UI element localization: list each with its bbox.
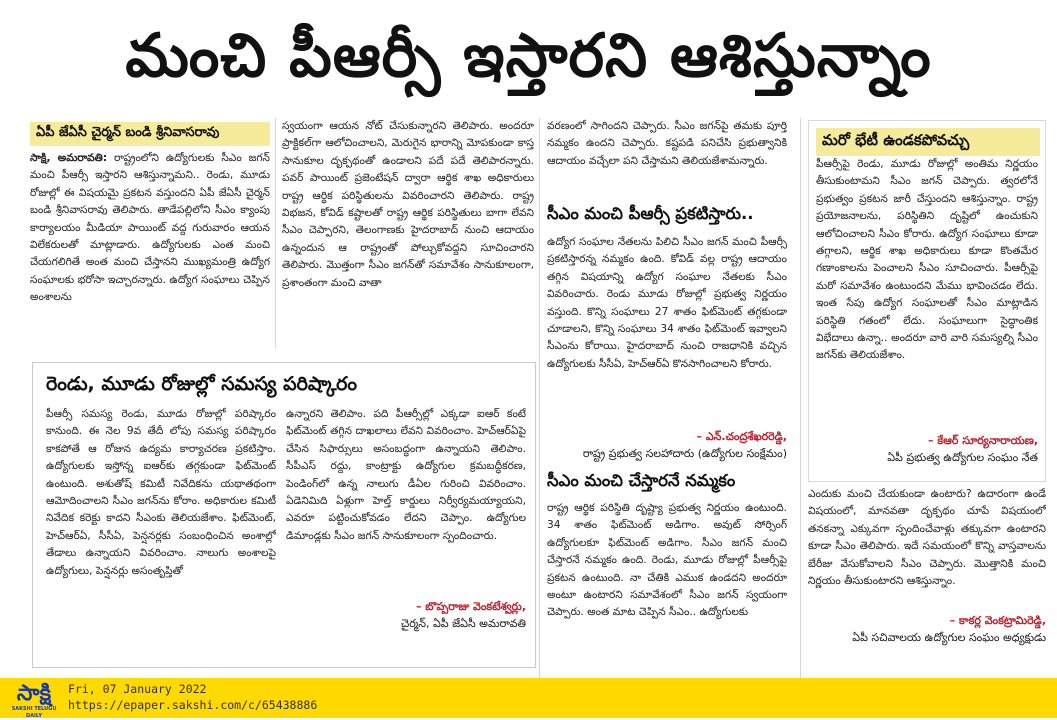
article-text: పీఆర్సీ సమస్య రెండు, మూడు రోజుల్లో పరిష్కారం కానుంది. ఈ నెల 9వ తేదీ లోపు సమస్య పరిష్కారం కాకపోతే ఆ రోజున ఉద్యమ కార్యాచరణ ప్రకటిస్తాం. ఉద్యోగులకు ఇస్తోన్న ఐఆర్‌కు తగ్గకుండా ఫిట్‌మెంట్ ఉంటుంది. అశుతోష్ కమిటీ నివేదికను యథాతథంగా ఆమోదించాలని సీఎం జగన్‌ను కోరాం. అధికారుల కమిటీ నివేదిక కరెక్టు కాదని సీఎంకు తెలియజేశాం. ఫిట్‌మెంట్, హెచ్ఆర్ఏ, సీసీఏ, పెన్షనర్లకు సంబంధించిన అంశాల్లో తేడాలు ఉన్నాయని వివరించాం. నాలుగు అంశాలపై ఉద్యోగులు, పెన్షనర్లు అసంతృప్తితో <box>46 408 276 577</box>
subheading: సీఎం మంచి చేస్తారనే నమ్మకం <box>547 471 736 490</box>
signature-role: చైర్మన్, ఏపీ జేఏసీ అమరావతి <box>400 617 526 630</box>
signature <box>808 612 1046 646</box>
signature-name: – కేఆర్ సూర్యనారాయణ, <box>928 434 1038 447</box>
article-column-3-top <box>547 118 787 190</box>
column-divider <box>539 118 540 678</box>
dateline: సాక్షి, అమరావతి: <box>30 152 108 164</box>
signature-name: – ఎన్.చంద్రశేఖరరెడ్డి, <box>696 430 787 443</box>
edition-url[interactable]: https://epaper.sakshi.com/c/65438886 <box>68 698 318 712</box>
article-column-1 <box>30 150 270 350</box>
edition-meta <box>68 681 317 713</box>
sakshi-logo[interactable] <box>4 681 64 719</box>
article-text: స్వయంగా ఆయన నోట్ చేసుకున్నారని తెలిపారు. అందరూ ప్రాక్టికల్‌గా ఆలోచించాలని, మెరుగైన భారాన్ని మోపకుండా కాస్త సానుకూల దృక్పథంతో ఉండాలని పదే పదే తెలిపారన్నారు. పవర్ పాయింట్ ప్రజెంటేషన్ ద్వారా ఆర్థిక శాఖ అధికారులు రాష్ట్ర ఆర్థిక పరిస్థితులను వివరించారని తెలిపారు. రాష్ట్ర విభజన, కోవిడ్ కష్టాలతో రాష్ట్ర ఆర్థిక పరిస్థితులు బాగా లేవని సీఎం చెప్పారని, తెలంగాణకు హైదరాబాద్ నుంచి ఆదాయం ఉన్నందున ఆ రాష్ట్రంతో పోల్చుకోవద్దని సూచించారని తెలిపారు. మొత్తంగా సీఎం జగన్‌తో సమావేశం సానుకూలంగా, ప్రశాంతంగా మంచి వాతా <box>282 120 534 289</box>
logo-subtext: SAKSHI TELUGU DAILY <box>11 706 57 719</box>
box-text-left <box>46 406 276 656</box>
edition-date: Fri, 07 January 2022 <box>68 682 207 696</box>
article-text: వరణంలో సాగిందని చెప్పారు. సీఎం జగన్‌పై తమకు పూర్తి నమ్మకం ఉందని చెప్పారు. కష్టపడి పనిచేసి ప్రభుత్వానికి ఆదాయం వచ్చేలా పని చేస్తామని తెలియజేశామన్నారు. <box>547 120 787 167</box>
byline-tag: ఏపీ జేఏసీ చైర్మన్ బండి శ్రీనివాసరావు <box>30 122 270 146</box>
column-divider <box>275 118 276 348</box>
article-column-3-bottom <box>547 500 787 660</box>
subheading: సీఎం మంచి పీఆర్సీ ప్రకటిస్తారు.. <box>547 204 754 223</box>
article-text: రాష్ట్ర ఆర్థిక పరిస్థితి దృష్ట్యా ప్రభుత్వ నిర్ణయం ఉంటుంది. 34 శాతం ఫిట్‌మెంట్ అడిగాం. అవుట్ సోర్సింగ్ ఉద్యోగులకూ ఫిట్‌మెంట్ అడిగాం. సీఎం జగన్ మంచి చేస్తారనే నమ్మకం ఉంది. రెండు, మూడు రోజుల్లో పీఆర్సీపై ప్రకటన ఉంటుంది. నా చేతికి ఎముక ఉండదని అందరూ అంటూ ఉంటారని సమావేశంలో సీఎం జగన్ స్వయంగా చెప్పారు. అంత మాట చెప్పిన సీఎం.. ఉద్యోగులకు <box>547 502 787 619</box>
quote-box-text <box>816 156 1038 420</box>
article-column-4 <box>808 486 1046 610</box>
article-text: ఉన్నారని తెలిపాం. పది పీఆర్సీల్లో ఎక్కడా ఐఆర్ కంటే ఫిట్‌మెంట్ తగ్గిన దాఖలాలు లేవని వివరించాం. హెచ్ఆర్ఏపై చేసిన సిఫార్సులు అసంబద్ధంగా ఉన్నాయని తెలిపాం. సీపీఎస్ రద్దు, కాంట్రాక్టు ఉద్యోగుల క్రమబద్ధీకరణ, పెండింగ్‌లో ఉన్న నాలుగు డీఏల గురించి వివరించాం. ఏడెనిమిది ఏళ్లుగా హెల్త్ కార్డులు నిర్వీర్యమయ్యాయని, ఎవరూ పట్టించుకోవడం లేదని చెప్పాం. ఉద్యోగుల డిమాండ్లకు సీఎం జగన్ సానుకూలంగా స్పందించారు. <box>286 408 526 542</box>
box-title: రెండు, మూడు రోజుల్లో సమస్య పరిష్కారం <box>46 373 357 395</box>
box-title: మరో భేటీ ఉండకపోవచ్చు <box>816 128 1040 156</box>
box-text-right <box>286 406 526 596</box>
box-signature <box>816 432 1038 466</box>
headline: మంచి పీఆర్సీ ఇస్తారని ఆశిస్తున్నాం <box>125 21 932 91</box>
logo-mark: సాక్షి <box>16 681 52 706</box>
article-text: ఎందుకు మంచి చేయకుండా ఉంటారు? ఉదారంగా ఉండే విషయంలో, మానవతా దృక్పథం చూపే విషయంలో తనకన్నా ఎక్కువగా స్పందించేవాళ్లు తక్కువగా ఉంటారని కూడా సీఎం తెలిపారు. ఇదే సమయంలో కొన్ని వాస్తవాలను బేరీజు వేసుకోవాలని సీఎం చెప్పారు. మొత్తానికి మంచి నిర్ణయం తీసుకుంటారని ఆశిస్తున్నాం. <box>808 488 1046 588</box>
article-column-3-mid <box>547 234 787 412</box>
signature-role: ఏపీ ప్రభుత్వ ఉద్యోగుల సంఘం నేత <box>887 451 1038 464</box>
article-column-2 <box>282 118 534 350</box>
article-text: ఉద్యోగ సంఘాల నేతలను పిలిచి సీఎం జగన్ మంచి పీఆర్సీ ప్రకటిస్తారన్న నమ్మకం ఉంది. కోవిడ్ వల్ల రాష్ట్ర ఆదాయం తగ్గిన విషయాన్ని ఉద్యోగ సంఘాల నేతలకు సీఎం వివరించారు. రెండు మూడు రోజుల్లో ప్రభుత్వ నిర్ణయం వస్తుంది. కొన్ని సంఘాలు 27 శాతం ఫిట్‌మెంట్ తగ్గకుండా చూడాలని, కొన్ని సంఘాలు 34 శాతం ఫిట్‌మెంట్ ఇవ్వాలని సీఎంను కోరాయి. హైదరాబాద్ నుంచి రాజధానికి వచ్చిన ఉద్యోగులకు సీసీఏ, హెచ్ఆర్ఏ కొనసాగించాలని కోరారు. <box>547 236 787 370</box>
signature <box>547 428 787 462</box>
article-text: రాష్ట్రంలోని ఉద్యోగులకు సీఎం జగన్ మంచి పీఆర్సీ ఇస్తారని ఆశిస్తున్నామని.. రెండు, మూడు రోజుల్లో ఈ విషయమై ప్రకటన వస్తుందని ఏపీ జేఏసీ చైర్మన్ బండి శ్రీనివాసరావు తెలిపారు. తాడేపల్లిలోని సీఎం క్యాంపు కార్యాలయం మీడియా పాయింట్ వద్ద గురువారం ఆయన విలేకరులతో మాట్లాడారు. ఉద్యోగులకు ఎంత మంచి చేయగలిగితే అంత మంచి చేస్తానని ముఖ్యమంత్రి ఉద్యోగ సంఘాలకు భరోసా ఇచ్చారన్నారు. ఉద్యోగ సంఘాలు చెప్పిన అంశాలను <box>30 152 270 304</box>
column-divider <box>800 118 801 678</box>
signature-role: ఏపీ సచివాలయ ఉద్యోగుల సంఘం అధ్యక్షుడు <box>852 631 1046 644</box>
signature-role: రాష్ట్ర ప్రభుత్వ సలహాదారు (ఉద్యోగుల సంక్షేమం) <box>582 447 787 460</box>
article-text: పీఆర్సీపై రెండు, మూడు రోజుల్లో అంతిమ నిర్ణయం తీసుకుంటామని సీఎం జగన్ చెప్పారు. త్వరలోనే ప్రభుత్వం ప్రకటన జారీ చేస్తుందని ఆశిస్తున్నాం. రాష్ట్ర ప్రయోజనాలను, పరిస్థితిని దృష్టిలో ఉంచుకుని ఆలోచించాలని సీఎం కోరారు. ఉద్యోగ సంఘాలు కూడా తగ్గాలని, ఆర్థిక శాఖ అధికారులు కూడా కొంతమేర గణాంకాలను పెంచాలని సీఎం సూచించారు. పీఆర్సీపై మరో సమావేశం ఉంటుందని మేము భావించడం లేదు. ఇంత సేపు ఉద్యోగ సంఘాలతో సీఎం మాట్లాడిన పరిస్థితి గతంలో లేదు. సంఘాలుగా సైద్ధాంతిక విభేదాలు ఉన్నా.. అందరూ వారి వారి సమస్యల్ని సీఎం జగన్‌కు తెలియజేశాం. <box>816 158 1038 362</box>
box-signature <box>286 598 526 632</box>
signature-name: – కాకర్ల వెంకట్రామిరెడ్డి, <box>949 614 1046 627</box>
signature-name: – బొప్పరాజు వెంకటేశ్వర్లు, <box>415 600 526 613</box>
